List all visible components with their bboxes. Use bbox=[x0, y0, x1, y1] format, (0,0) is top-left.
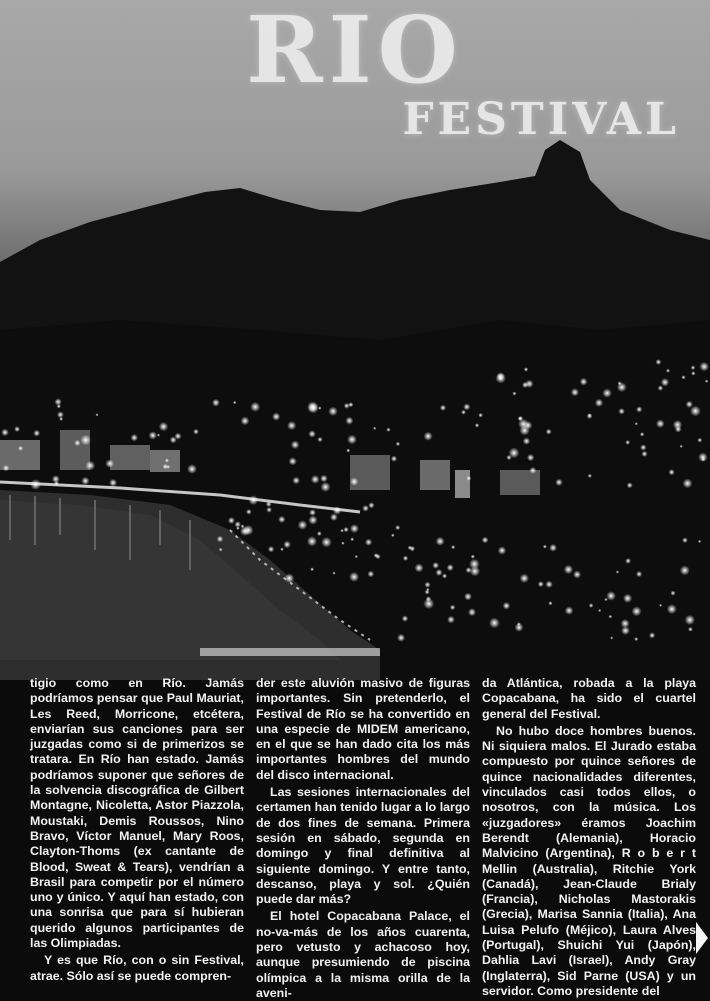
city-light bbox=[618, 381, 622, 385]
city-light bbox=[397, 634, 405, 642]
city-light bbox=[616, 570, 619, 573]
paragraph: tigio como en Río. Jamás podríamos pensar que Paul Mauriat, Les Reed, Morricone, etcétera, enviarían sus canciones para ser juzgadas como si de primerizos se tratara. En Río han estado. Jamás podríamos suponer que señores de la solvencia discográfica de Gilbert Montagne, Nicoletta, Astor Piazzola, Moustaki, Demis Roussos, Nino Bravo, Víctor Manuel, Mary Roos, Clayton-Thoms (ex cantante de Blood, Sweat & Tears), vendrían a Brasil para competir por el número uno y único. Y aquí han estado, con una sonrisa que para sí hubieran querido algunos participantes de las Olimpiadas. bbox=[30, 676, 244, 951]
city-light bbox=[464, 593, 472, 601]
paragraph: der este aluvión masivo de figuras importantes. Sin pretenderlo, el Festival de Río se ha convertido en una especie de MIDEM americano, en el que se han dado cita los más importantes hombres del mundo del disco internacional. bbox=[256, 676, 470, 782]
city-light bbox=[250, 402, 260, 412]
city-light bbox=[285, 573, 295, 583]
city-light bbox=[543, 545, 547, 549]
city-light bbox=[175, 433, 182, 440]
city-light bbox=[298, 520, 308, 530]
column-1 bbox=[30, 676, 244, 1001]
city-light bbox=[571, 388, 579, 396]
city-light bbox=[495, 373, 506, 384]
city-light bbox=[555, 479, 562, 486]
city-light bbox=[691, 365, 696, 370]
city-light bbox=[661, 378, 669, 386]
city-light bbox=[321, 537, 332, 548]
city-light bbox=[699, 362, 709, 372]
city-light bbox=[525, 380, 533, 388]
city-light bbox=[697, 438, 702, 443]
city-light bbox=[415, 563, 424, 572]
city-light bbox=[219, 548, 223, 552]
city-light bbox=[673, 420, 682, 429]
city-light bbox=[241, 417, 250, 426]
city-light bbox=[81, 477, 89, 485]
city-light bbox=[423, 598, 434, 609]
city-light bbox=[515, 623, 524, 632]
city-light bbox=[681, 375, 685, 379]
city-light bbox=[193, 429, 199, 435]
city-light bbox=[149, 431, 157, 439]
city-light bbox=[565, 606, 574, 615]
city-light bbox=[266, 507, 272, 513]
city-light bbox=[85, 461, 95, 471]
city-light bbox=[671, 591, 676, 596]
city-light bbox=[317, 437, 322, 442]
city-light bbox=[705, 380, 708, 383]
city-light bbox=[287, 421, 296, 430]
city-light bbox=[548, 601, 552, 605]
city-light bbox=[618, 408, 624, 414]
paragraph: da Atlántica, robada a la playa Copacabana, ha sido el cuartel general del Festival. bbox=[482, 676, 696, 721]
city-light bbox=[632, 606, 642, 616]
city-light bbox=[163, 464, 168, 469]
city-light bbox=[374, 553, 379, 558]
city-light bbox=[461, 410, 466, 415]
city-light bbox=[321, 482, 331, 492]
city-light bbox=[627, 482, 633, 488]
city-light bbox=[310, 567, 314, 571]
city-light bbox=[573, 571, 581, 579]
city-light bbox=[344, 403, 350, 409]
city-light bbox=[666, 369, 670, 373]
city-light bbox=[509, 448, 520, 459]
city-light bbox=[688, 627, 693, 632]
city-light bbox=[690, 406, 701, 417]
city-light bbox=[395, 525, 400, 530]
article-columns bbox=[30, 676, 696, 1000]
paragraph: El hotel Copacabana Palace, el no-va-más de los años cuarenta, pero vetusto y achacoso hoy, aunque presumiendo de piscina olímpica a la misma orilla de la aveni- bbox=[256, 909, 470, 1000]
city-light bbox=[289, 457, 297, 465]
city-light bbox=[604, 598, 607, 601]
paragraph: No hubo doce hombres buenos. Ni siquiera malos. El Jurado estaba compuesto por quince señores de quince nacionalidades diferentes, vinculados casi todos ellos, o nosotros, con la música. Los «juzgadores» éramos Joachim Berendt (Alemania), Horacio Malvicino (Argentina), R o b e r t Mellin (Australia), Ritchie York (Canadá), Jean-Claude Brialy (Francia), Nicholas Mastorakis (Grecia), Marisa Sannia (Italia), Ana Luisa Pelufo (Méjico), Laura Alves (Portugal), Shuichi Yui (Japón), Dahlia Lavi (Israel), Andy Gray (Inglaterra), Sid Parne (USA) y un servidor. Como presidente del bbox=[482, 723, 696, 998]
city-light bbox=[463, 403, 470, 410]
city-light bbox=[212, 399, 220, 407]
city-light bbox=[640, 444, 646, 450]
pier bbox=[200, 648, 380, 656]
city-light bbox=[368, 502, 374, 508]
city-light bbox=[272, 413, 280, 421]
city-light bbox=[580, 378, 588, 386]
city-light bbox=[307, 401, 318, 412]
city-light bbox=[636, 406, 642, 412]
city-light bbox=[157, 434, 160, 437]
city-light bbox=[309, 509, 316, 516]
city-light bbox=[436, 569, 443, 576]
city-light bbox=[74, 440, 80, 446]
city-light bbox=[14, 426, 20, 432]
city-light bbox=[278, 516, 285, 523]
city-light bbox=[241, 524, 245, 528]
city-light bbox=[529, 467, 536, 474]
city-light bbox=[391, 456, 397, 462]
city-light bbox=[641, 451, 647, 457]
city-light bbox=[343, 527, 348, 532]
city-light bbox=[266, 501, 272, 507]
city-light bbox=[691, 371, 695, 375]
city-light bbox=[18, 446, 23, 451]
city-light bbox=[468, 608, 476, 616]
city-light bbox=[466, 476, 471, 481]
city-light bbox=[217, 536, 224, 543]
city-light bbox=[598, 609, 601, 612]
paragraph: Las sesiones internacionales del certamen han tenido lugar a lo largo de dos fines de semana. Primera sesión en sábado, segunda en domingo y final definitiva al siguiente domingo. Y entre tanto, descanso, playa y sol. ¿Quién puede dar más? bbox=[256, 785, 470, 907]
city-light bbox=[332, 572, 335, 575]
city-light bbox=[538, 581, 544, 587]
city-light bbox=[606, 591, 616, 601]
city-light bbox=[328, 407, 337, 416]
city-light bbox=[54, 481, 59, 486]
city-light bbox=[347, 435, 357, 445]
city-light bbox=[621, 626, 630, 635]
city-light bbox=[640, 432, 644, 436]
column-2 bbox=[256, 676, 470, 1001]
city-light bbox=[396, 442, 400, 446]
city-light bbox=[518, 416, 523, 421]
city-light bbox=[355, 555, 358, 558]
city-light bbox=[588, 474, 592, 478]
city-light bbox=[656, 359, 662, 365]
city-light bbox=[1, 429, 9, 437]
city-light bbox=[365, 539, 372, 546]
city-light bbox=[625, 440, 630, 445]
city-light bbox=[683, 479, 693, 489]
city-light bbox=[658, 385, 663, 390]
city-light bbox=[249, 495, 259, 505]
city-light bbox=[520, 574, 529, 583]
city-light bbox=[330, 513, 338, 521]
city-light bbox=[432, 562, 439, 569]
city-light bbox=[307, 536, 317, 546]
city-light bbox=[57, 404, 61, 408]
column-3 bbox=[482, 676, 696, 1001]
city-light bbox=[350, 477, 358, 485]
city-light bbox=[131, 434, 138, 441]
city-light bbox=[368, 571, 375, 578]
city-light bbox=[308, 430, 315, 437]
city-light bbox=[246, 509, 252, 515]
city-light bbox=[233, 401, 236, 404]
city-light bbox=[680, 565, 690, 575]
city-light bbox=[268, 546, 274, 552]
city-light bbox=[373, 427, 376, 430]
city-light bbox=[105, 459, 114, 468]
city-light bbox=[292, 477, 300, 485]
city-light bbox=[470, 566, 480, 576]
city-light bbox=[280, 547, 284, 551]
city-light bbox=[634, 637, 638, 641]
city-light bbox=[350, 537, 354, 541]
city-light bbox=[96, 413, 99, 416]
city-light bbox=[549, 544, 557, 552]
city-light bbox=[682, 537, 688, 543]
city-light bbox=[165, 458, 169, 462]
city-light bbox=[386, 428, 390, 432]
city-light bbox=[3, 465, 10, 472]
city-light bbox=[308, 516, 317, 525]
city-light bbox=[391, 534, 395, 538]
city-light bbox=[451, 545, 455, 549]
city-light bbox=[80, 435, 91, 446]
city-light bbox=[523, 437, 530, 444]
city-light bbox=[442, 574, 447, 579]
city-light bbox=[346, 449, 350, 453]
city-light bbox=[659, 604, 662, 607]
city-light bbox=[478, 413, 483, 418]
city-light bbox=[625, 558, 631, 564]
city-light bbox=[667, 604, 677, 614]
city-light bbox=[408, 546, 412, 550]
city-light bbox=[228, 517, 235, 524]
city-light bbox=[498, 546, 506, 554]
city-light bbox=[425, 582, 431, 588]
city-light bbox=[447, 616, 455, 624]
city-light bbox=[187, 464, 197, 474]
city-light bbox=[109, 479, 117, 487]
city-light bbox=[609, 615, 613, 619]
city-light bbox=[489, 618, 500, 629]
city-light bbox=[350, 524, 359, 533]
city-light bbox=[320, 475, 328, 483]
city-light bbox=[527, 454, 534, 461]
city-light bbox=[243, 525, 253, 535]
city-light bbox=[686, 401, 693, 408]
city-light bbox=[587, 413, 593, 419]
city-light bbox=[311, 475, 320, 484]
city-light bbox=[524, 421, 532, 429]
city-light bbox=[635, 422, 638, 425]
city-light bbox=[564, 565, 573, 574]
city-light bbox=[33, 430, 40, 437]
city-light bbox=[426, 588, 429, 591]
city-light bbox=[362, 505, 369, 512]
city-light bbox=[447, 564, 454, 571]
city-light bbox=[649, 632, 655, 638]
city-light bbox=[340, 529, 344, 533]
headline-line-1: RIO bbox=[246, 0, 464, 104]
city-light bbox=[610, 636, 613, 639]
city-light bbox=[291, 441, 300, 450]
city-light bbox=[317, 531, 322, 536]
city-light bbox=[402, 615, 408, 621]
city-light bbox=[524, 367, 528, 371]
city-light bbox=[602, 388, 611, 397]
city-light bbox=[623, 594, 632, 603]
city-light bbox=[341, 542, 344, 545]
city-light bbox=[436, 537, 445, 546]
city-light bbox=[471, 555, 475, 559]
city-light bbox=[236, 526, 240, 530]
city-light bbox=[59, 417, 63, 421]
city-light bbox=[440, 405, 446, 411]
city-light bbox=[698, 540, 701, 543]
city-light bbox=[450, 605, 455, 610]
city-light bbox=[545, 581, 552, 588]
city-light bbox=[283, 541, 291, 549]
city-light bbox=[482, 537, 489, 544]
paragraph: Y es que Río, con o sin Festival, atrae. Sólo así se puede compren- bbox=[30, 953, 244, 983]
city-light bbox=[159, 422, 168, 431]
city-light bbox=[680, 445, 683, 448]
city-light bbox=[656, 419, 665, 428]
triangle-right-icon bbox=[696, 922, 708, 954]
city-light bbox=[595, 399, 603, 407]
city-light bbox=[424, 432, 433, 441]
city-light bbox=[503, 602, 511, 610]
city-light bbox=[669, 469, 675, 475]
city-light bbox=[345, 417, 353, 425]
city-light bbox=[403, 556, 408, 561]
city-light bbox=[685, 615, 695, 625]
city-light bbox=[589, 603, 594, 608]
city-light bbox=[349, 572, 359, 582]
city-light bbox=[30, 479, 41, 490]
headline-line-2: FESTIVAL bbox=[402, 94, 680, 145]
city-light bbox=[512, 392, 516, 396]
city-light bbox=[636, 571, 642, 577]
city-light bbox=[701, 457, 705, 461]
city-light bbox=[546, 429, 552, 435]
city-light bbox=[475, 423, 479, 427]
